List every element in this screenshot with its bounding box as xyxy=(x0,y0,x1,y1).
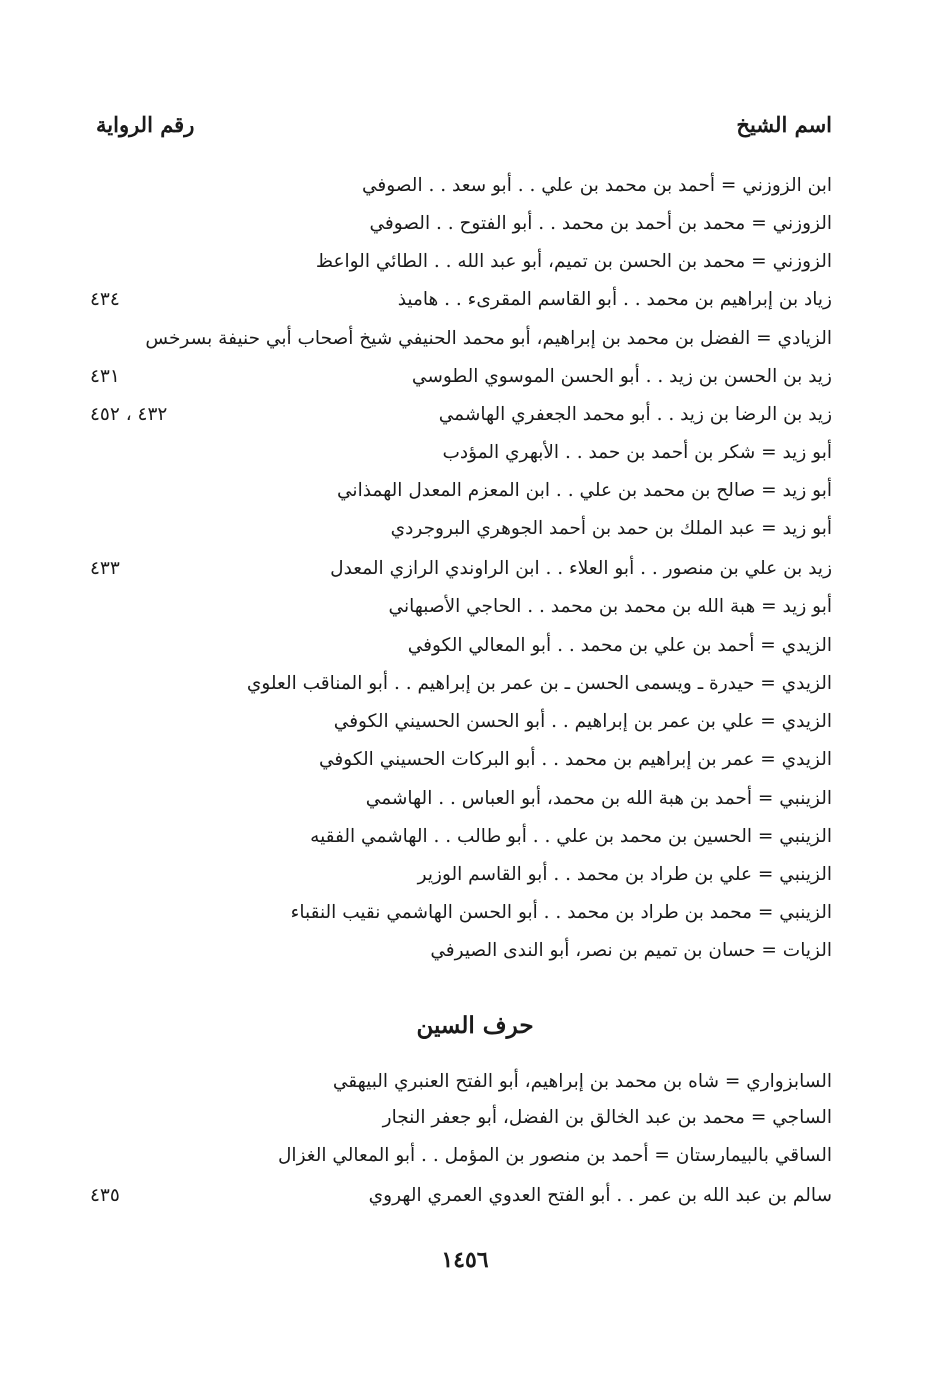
index-entry xyxy=(90,399,832,431)
entry-name: الزيادي = الفضل بن محمد بن إبراهيم، أبو محمد الحنيفي شيخ أصحاب أبي حنيفة بسرخس xyxy=(145,328,832,349)
index-entry xyxy=(90,821,832,853)
index-entry xyxy=(90,1180,832,1212)
index-entry xyxy=(90,630,832,662)
index-entry xyxy=(90,859,832,891)
entry-name: زيد بن الحسن بن زيد . . أبو الحسن الموسوي الطوسي xyxy=(411,366,832,387)
entry-name: الزوزني = محمد بن الحسن بن تميم، أبو عبد الله . . الطائي الواعظ xyxy=(315,251,832,272)
index-entry xyxy=(90,284,832,316)
index-entry xyxy=(90,1066,832,1098)
index-entry xyxy=(90,513,832,545)
entry-name: زيد بن علي بن منصور . . أبو العلاء . . ابن الراوندي الرازي المعدل xyxy=(330,558,832,579)
index-entry xyxy=(90,170,832,202)
entry-name: زيد بن الرضا بن زيد . . أبو محمد الجعفري الهاشمي xyxy=(438,404,832,425)
entry-name: الزوزني = محمد بن أحمد بن محمد . . أبو الفتوح . . الصوفي xyxy=(369,213,832,234)
index-entry xyxy=(90,897,832,929)
index-entry xyxy=(90,935,832,967)
entry-number: ٤٣٥ xyxy=(90,1185,120,1206)
section-heading: حرف السين xyxy=(416,1012,534,1039)
index-entry xyxy=(90,323,832,355)
entry-name: زياد بن إبراهيم بن محمد . . أبو القاسم المقرىء . . هاميذ xyxy=(397,289,832,310)
entry-number: ٤٣٢ ، ٤٥٢ xyxy=(90,404,168,425)
entry-name: أبو زيد = عبد الملك بن حمد بن أحمد الجوهري البروجردي xyxy=(390,518,832,539)
entry-name: سالم بن عبد الله بن عمر . . أبو الفتح العدوي العمري الهروي xyxy=(368,1185,832,1206)
index-entry xyxy=(90,783,832,815)
page-number: ١٤٥٦ xyxy=(441,1247,489,1273)
entry-name: الساجي = محمد بن عبد الخالق بن الفضل، أبو جعفر النجار xyxy=(382,1107,832,1128)
entry-number: ٤٣٤ xyxy=(90,289,120,310)
entry-name: الزيدي = عمر بن إبراهيم بن محمد . . أبو البركات الحسيني الكوفي xyxy=(319,749,832,770)
entry-name: أبو زيد = صالح بن محمد بن علي . . ابن المعزم المعدل الهمذاني xyxy=(337,480,832,501)
index-entry xyxy=(90,553,832,585)
index-entry xyxy=(90,1102,832,1134)
index-entry xyxy=(90,744,832,776)
entry-name: الساقي بالبيمارستان = أحمد بن منصور بن المؤمل . . أبو المعالي الغزال xyxy=(277,1145,832,1166)
entry-number: ٤٣٣ xyxy=(90,558,120,579)
entry-name: الزيدي = حيدرة ـ ويسمى الحسن ـ بن عمر بن إبراهيم . . أبو المناقب العلوي xyxy=(246,673,832,694)
entry-name: الزيات = حسان بن تميم بن نصر، أبو الندى الصيرفي xyxy=(430,940,832,961)
entry-name: أبو زيد = شكر بن أحمد بن حمد . . الأبهري المؤدب xyxy=(442,442,832,463)
entry-number: ٤٣١ xyxy=(90,366,120,387)
entry-name: ابن الزوزني = أحمد بن محمد بن علي . . أبو سعد . . الصوفي xyxy=(361,175,832,196)
entry-name: الزينبي = محمد بن طراد بن محمد . . أبو الحسن الهاشمي نقيب النقباء xyxy=(290,902,832,923)
entry-name: الزينبي = علي بن طراد بن محمد . . أبو القاسم الوزير xyxy=(417,864,832,885)
index-entry xyxy=(90,361,832,393)
entry-name: الزينبي = أحمد بن هبة الله بن محمد، أبو العباس . . الهاشمي xyxy=(365,788,832,809)
index-entry xyxy=(90,591,832,623)
entry-name: الزينبي = الحسين بن محمد بن علي . . أبو طالب . . الهاشمي الفقيه xyxy=(310,826,832,847)
index-entry xyxy=(90,437,832,469)
column-header-narration-number: رقم الرواية xyxy=(96,112,195,137)
index-entry xyxy=(90,208,832,240)
index-entry xyxy=(90,1140,832,1172)
entry-name: الزيدي = علي بن عمر بن إبراهيم . . أبو الحسن الحسيني الكوفي xyxy=(333,711,832,732)
index-entry xyxy=(90,706,832,738)
entry-name: أبو زيد = هبة الله بن محمد بن محمد . . الحاجي الأصبهاني xyxy=(388,596,832,617)
column-header-sheikh-name: اسم الشيخ xyxy=(736,112,832,137)
entry-name: الزيدي = أحمد بن علي بن محمد . . أبو المعالي الكوفي xyxy=(407,635,832,656)
entry-name: السابزواري = شاه بن محمد بن إبراهيم، أبو الفتح العنبري البيهقي xyxy=(332,1071,832,1092)
index-entry xyxy=(90,668,832,700)
index-entry xyxy=(90,475,832,507)
index-entry xyxy=(90,246,832,278)
